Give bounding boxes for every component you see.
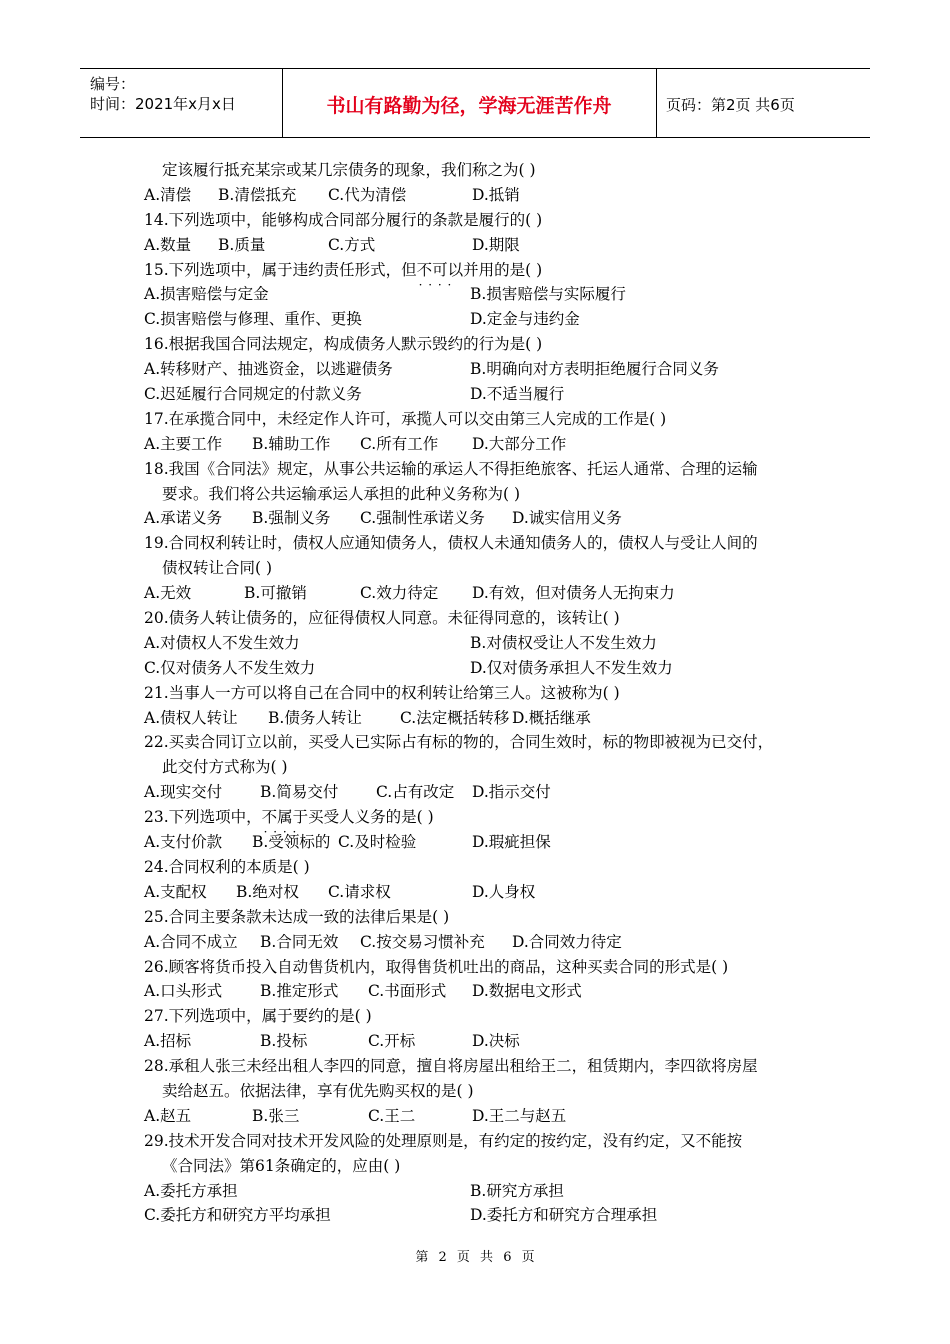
question-list [144,158,834,1228]
option-a: A.对债权人不发生效力 [144,633,300,652]
option-d: D.委托方和研究方合理承担 [470,1206,658,1225]
option-b: B.质量 [218,235,266,254]
option-c: C.及时检验 [338,833,417,852]
option-b: B.研究方承担 [470,1181,564,1200]
option-d: D.决标 [472,1032,520,1051]
option-c: C.方式 [328,235,376,254]
option-c: C.占有改定 [376,783,455,802]
question-text: 卖给赵五。依据法律，享有优先购买权的是( ) [162,1081,474,1100]
option-d: D.诚实信用义务 [512,509,622,528]
option-b: B.债务人转让 [268,708,362,727]
option-a: A.委托方承担 [144,1181,238,1200]
options-row [144,1104,834,1129]
question-text: 17.在承揽合同中，未经定作人许可，承揽人可以交由第三人完成的工作是( ) [144,409,667,428]
option-c: C.开标 [368,1032,416,1051]
options-row [144,830,834,855]
option-c: C.效力待定 [360,584,439,603]
option-a: A.支配权 [144,882,207,901]
option-d: D.瑕疵担保 [472,833,551,852]
option-b: B.辅助工作 [252,434,331,453]
question-text: 19.合同权利转让时，债权人应通知债务人，债权人未通知债务人的，债权人与受让人间的 [144,534,758,553]
option-d: D.有效，但对债务人无拘束力 [472,584,675,603]
option-c: C.请求权 [328,882,391,901]
option-d: D.合同效力待定 [512,932,622,951]
options-row [144,233,834,258]
question-text: 29.技术开发合同对技术开发风险的处理原则是，有约定的按约定，没有约定，又不能按 [144,1131,743,1150]
question-text: 28.承租人张三未经出租人李四的同意，擅自将房屋出租给王二，租赁期内，李四欲将房屋 [144,1057,758,1076]
option-c: C.所有工作 [360,434,439,453]
question-text: 定该履行抵充某宗或某几宗债务的现象，我们称之为( ) [162,161,536,179]
option-c: C.强制性承诺义务 [360,509,485,528]
option-a: A.债权人转让 [144,708,238,727]
option-a: A.现实交付 [144,783,223,802]
header-motto-cell [282,69,657,137]
option-a: A.支付价款 [144,833,223,852]
option-d: D.数据电文形式 [472,982,582,1001]
options-row [144,1203,834,1228]
option-b: B.强制义务 [252,509,331,528]
motto-text: 书山有路勤为径，学海无涯苦作舟 [326,95,612,117]
option-b: B.损害赔偿与实际履行 [470,285,626,304]
question-text: 21.当事人一方可以将自己在合同中的权利转让给第三人。这被称为( ) [144,683,620,702]
option-a: A.承诺义务 [144,509,223,528]
option-b: B.合同无效 [260,932,339,951]
page-header [80,68,870,138]
options-row [144,979,834,1004]
option-b: B.对债权受让人不发生效力 [470,633,657,652]
question-text: 25.合同主要条款未达成一致的法律后果是( ) [144,907,450,926]
options-row [144,780,834,805]
option-b: B.推定形式 [260,982,339,1001]
emphasis-dots: 不属于 · · · · [262,808,309,826]
option-c: C.法定概括转移 [400,708,510,727]
question-text: 要求。我们将公共运输承运人承担的此种义务称为( ) [162,484,521,503]
option-a: A.无效 [144,584,192,603]
option-d: D.王二与赵五 [472,1106,567,1125]
options-row [144,706,834,731]
option-c: C.仅对债务人不发生效力 [144,658,316,677]
question-text: 15.下列选项中，属于违约责任形式，但不可以 · · · ·并用的是( ) [144,258,834,283]
option-c: C.按交易习惯补充 [360,932,485,951]
option-b: B.可撤销 [244,584,307,603]
option-c: C.代为清偿 [328,185,407,204]
option-a: A.清偿 [144,185,192,204]
options-row [144,656,834,681]
options-row [144,1029,834,1054]
page-footer: 第 2 页 共 6 页 [415,1250,535,1265]
question-text: 23.下列选项中，不属于 · · · ·买受人义务的是( ) [144,805,834,830]
option-a: A.合同不成立 [144,932,238,951]
question-text: 22.买卖合同订立以前，买受人已实际占有标的物的，合同生效时，标的物即被视为已交付， [144,733,774,752]
option-c: C.王二 [368,1106,416,1125]
option-d: D.抵销 [472,185,520,204]
option-b: B.张三 [252,1106,300,1125]
number-label: 编号： [90,75,136,93]
option-d: D.人身权 [472,882,536,901]
option-b: B.清偿抵充 [218,185,297,204]
option-d: D.期限 [472,235,520,254]
question-text: 18.我国《合同法》规定，从事公共运输的承运人不得拒绝旅客、托运人通常、合理的运输 [144,459,758,478]
option-a: A.招标 [144,1032,192,1051]
options-row [144,880,834,905]
option-d: D.不适当履行 [470,385,565,404]
option-a: A.损害赔偿与定金 [144,285,269,304]
page-code: 页码：第2页 共6页 [666,96,795,114]
option-c: C.损害赔偿与修理、重作、更换 [144,310,362,329]
option-d: D.大部分工作 [472,434,567,453]
option-b: B.受领标的 [252,833,331,852]
question-text: 16.根据我国合同法规定，构成债务人默示毁约的行为是( ) [144,335,543,354]
option-b: B.明确向对方表明拒绝履行合同义务 [470,360,719,379]
question-text: 26.顾客将货币投入自动售货机内，取得售货机吐出的商品，这种买卖合同的形式是( ) [144,957,729,976]
question-text: 14.下列选项中，能够构成合同部分履行的条款是履行的( ) [144,210,543,229]
emphasis-dots: 不可以 · · · · [417,261,464,279]
options-row [144,357,834,382]
time-label: 时间：2021年x月x日 [90,95,236,113]
header-page-cell [656,69,870,137]
option-a: A.口头形式 [144,982,223,1001]
option-a: A.赵五 [144,1106,192,1125]
option-a: A.数量 [144,235,192,254]
question-text: 此交付方式称为( ) [162,758,288,777]
options-row [144,930,834,955]
option-c: C.委托方和研究方平均承担 [144,1206,331,1225]
question-text: 《合同法》第61条确定的，应由( ) [162,1156,401,1175]
option-c: C.迟延履行合同规定的付款义务 [144,385,362,404]
question-text: 24.合同权利的本质是( ) [144,857,310,876]
header-info-cell [80,69,283,137]
options-row [144,432,834,457]
options-row [144,382,834,407]
question-text: 20.债务人转让债务的，应征得债权人同意。未征得同意的，该转让( ) [144,609,620,628]
option-d: D.仅对债务承担人不发生效力 [470,658,673,677]
options-row [144,581,834,606]
question-text: 债权转让合同( ) [162,559,273,578]
option-a: A.主要工作 [144,434,223,453]
option-b: B.投标 [260,1032,308,1051]
option-d: D.指示交付 [472,783,551,802]
question-text: 27.下列选项中，属于要约的是( ) [144,1007,372,1026]
options-row [144,631,834,656]
option-c: C.书面形式 [368,982,447,1001]
option-d: D.定金与违约金 [470,310,580,329]
option-d: D.概括继承 [512,708,591,727]
options-row [144,282,834,307]
options-row [144,183,834,208]
options-row [144,506,834,531]
option-b: B.简易交付 [260,783,339,802]
options-row [144,307,834,332]
option-b: B.绝对权 [236,882,299,901]
options-row [144,1179,834,1204]
option-a: A.转移财产、抽逃资金，以逃避债务 [144,360,393,379]
